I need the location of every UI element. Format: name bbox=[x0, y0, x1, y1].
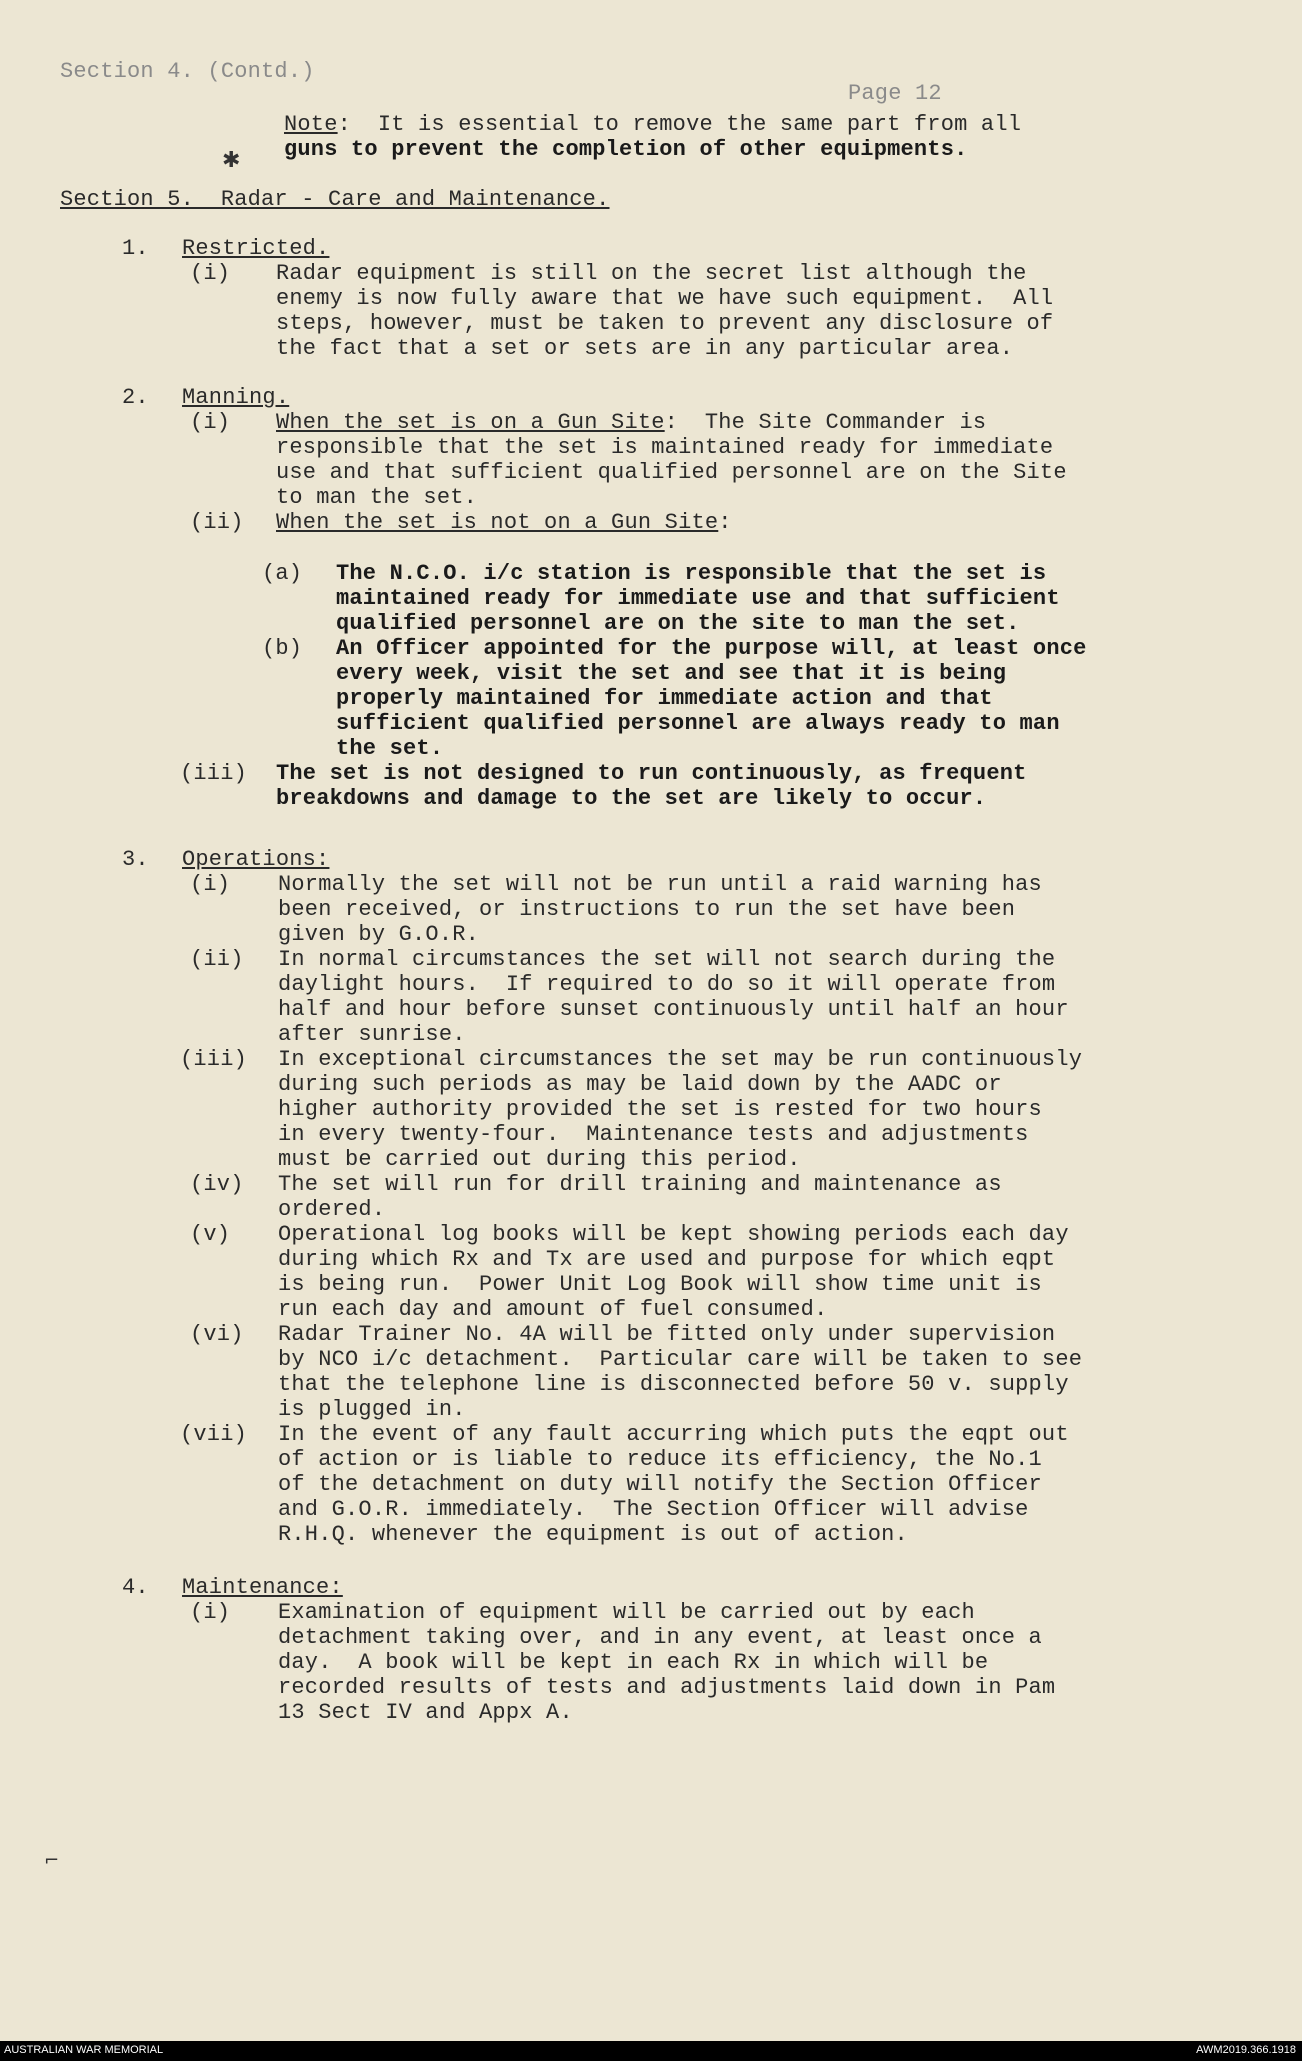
p1-heading: Restricted. bbox=[182, 236, 330, 261]
p1-label-i: (i) bbox=[190, 261, 231, 286]
operations-item-line: of the detachment on duty will notify the Section Officer bbox=[278, 1472, 1042, 1497]
operations-item-line: R.H.Q. whenever the equipment is out of action. bbox=[278, 1522, 908, 1547]
p2-i-first-line bbox=[276, 411, 986, 436]
p4-line: day. A book will be kept in each Rx in which will be bbox=[278, 1650, 989, 1675]
operations-item-line: half and hour before sunset continuously until half an hour bbox=[278, 997, 1069, 1022]
p2-i-rest: : The Site Commander is bbox=[664, 410, 987, 435]
p2-label-b: (b) bbox=[262, 636, 303, 661]
p2-label-ii: (ii) bbox=[190, 510, 244, 535]
p2-iii-line: The set is not designed to run continuously, as frequent bbox=[276, 761, 1027, 786]
note-text-1: : It is essential to remove the same part from all bbox=[337, 112, 1022, 137]
p4-label-i: (i) bbox=[190, 1600, 231, 1625]
operations-item-line: and G.O.R. immediately. The Section Officer will advise bbox=[278, 1497, 1029, 1522]
p2-number: 2. bbox=[122, 385, 149, 410]
operations-item-line: given by G.O.R. bbox=[278, 922, 480, 947]
operations-item-line: In the event of any fault accurring which puts the eqpt out bbox=[278, 1422, 1069, 1447]
operations-item-line: that the telephone line is disconnected before 50 v. supply bbox=[278, 1372, 1069, 1397]
operations-item-line: Operational log books will be kept showing periods each day bbox=[278, 1222, 1069, 1247]
operations-item-line: In exceptional circumstances the set may be run continuously bbox=[278, 1047, 1083, 1072]
p4-heading: Maintenance: bbox=[182, 1575, 343, 1600]
p1-number: 1. bbox=[122, 236, 149, 261]
footer-institution: AUSTRALIAN WAR MEMORIAL bbox=[4, 2044, 164, 2056]
p4-line: recorded results of tests and adjustments laid down in Pam bbox=[278, 1675, 1056, 1700]
p2-b-line: the set. bbox=[336, 736, 444, 761]
note-line-1 bbox=[284, 113, 1021, 138]
p4-line: Examination of equipment will be carried out by each bbox=[278, 1600, 975, 1625]
operations-item-line: is plugged in. bbox=[278, 1397, 466, 1422]
p2-label-i: (i) bbox=[190, 410, 231, 435]
section-contd-header: Section 4. (Contd.) bbox=[60, 59, 315, 84]
p2-i-line: use and that sufficient qualified personnel are on the Site bbox=[276, 460, 1067, 485]
operations-item-line: of action or is liable to reduce its efficiency, the No.1 bbox=[278, 1447, 1042, 1472]
section5-heading: Section 5. Radar - Care and Maintenance. bbox=[60, 187, 610, 212]
operations-item-line: during which Rx and Tx are used and purpose for which eqpt bbox=[278, 1247, 1056, 1272]
p1-line: Radar equipment is still on the secret list although the bbox=[276, 261, 1027, 286]
operations-item-line: daylight hours. If required to do so it will operate from bbox=[278, 972, 1056, 997]
operations-item-label: (iv) bbox=[190, 1172, 244, 1197]
p4-line: 13 Sect IV and Appx A. bbox=[278, 1700, 573, 1725]
operations-item-label: (ii) bbox=[190, 947, 244, 972]
p2-ii-line bbox=[276, 511, 732, 536]
note-label: Note bbox=[284, 112, 338, 137]
operations-item-line: is being run. Power Unit Log Book will show time unit is bbox=[278, 1272, 1042, 1297]
p2-a-line: maintained ready for immediate use and that sufficient bbox=[336, 586, 1060, 611]
p1-line: steps, however, must be taken to prevent any disclosure of bbox=[276, 311, 1054, 336]
p2-i-line: to man the set. bbox=[276, 485, 478, 510]
operations-item-line: In normal circumstances the set will not search during the bbox=[278, 947, 1056, 972]
p2-b-line: sufficient qualified personnel are always ready to man bbox=[336, 711, 1060, 736]
p2-i-line: responsible that the set is maintained ready for immediate bbox=[276, 435, 1054, 460]
operations-item-line: Normally the set will not be run until a raid warning has bbox=[278, 872, 1042, 897]
operations-item-line: must be carried out during this period. bbox=[278, 1147, 801, 1172]
operations-item-line: Radar Trainer No. 4A will be fitted only under supervision bbox=[278, 1322, 1056, 1347]
p1-line: enemy is now fully aware that we have such equipment. All bbox=[276, 286, 1054, 311]
p2-ii-rest: : bbox=[718, 510, 732, 535]
operations-item-line: during such periods as may be laid down by the AADC or bbox=[278, 1072, 1002, 1097]
operations-item-line: been received, or instructions to run the set have been bbox=[278, 897, 1016, 922]
page-number: Page 12 bbox=[848, 81, 942, 106]
p2-b-line: An Officer appointed for the purpose will, at least once bbox=[336, 636, 1087, 661]
p2-b-line: properly maintained for immediate action and that bbox=[336, 686, 993, 711]
p4-line: detachment taking over, and in any event, at least once a bbox=[278, 1625, 1042, 1650]
p2-a-line: qualified personnel are on the site to man the set. bbox=[336, 611, 1020, 636]
margin-tick-mark: ⌐ bbox=[44, 1850, 60, 1871]
p1-line: the fact that a set or sets are in any particular area. bbox=[276, 336, 1014, 361]
operations-item-line: in every twenty-four. Maintenance tests and adjustments bbox=[278, 1122, 1029, 1147]
p2-label-a: (a) bbox=[262, 561, 303, 586]
operations-item-line: run each day and amount of fuel consumed. bbox=[278, 1297, 828, 1322]
operations-item-line: The set will run for drill training and maintenance as bbox=[278, 1172, 1002, 1197]
operations-item-line: after sunrise. bbox=[278, 1022, 466, 1047]
p3-number: 3. bbox=[122, 847, 149, 872]
note-line-2: guns to prevent the completion of other equipments. bbox=[284, 137, 968, 162]
operations-item-line: ordered. bbox=[278, 1197, 386, 1222]
operations-item-line: higher authority provided the set is rested for two hours bbox=[278, 1097, 1042, 1122]
p2-i-underlined: When the set is on a Gun Site bbox=[276, 410, 665, 435]
operations-item-label: (v) bbox=[190, 1222, 231, 1247]
p4-number: 4. bbox=[122, 1575, 149, 1600]
operations-item-line: by NCO i/c detachment. Particular care will be taken to see bbox=[278, 1347, 1083, 1372]
operations-item-label: (vii) bbox=[180, 1422, 248, 1447]
operations-item-label: (vi) bbox=[190, 1322, 244, 1347]
p2-heading: Manning. bbox=[182, 385, 290, 410]
operations-item-label: (i) bbox=[190, 872, 231, 897]
footer-accession: AWM2019.366.1918 bbox=[1196, 2044, 1296, 2056]
p2-ii-underlined: When the set is not on a Gun Site bbox=[276, 510, 719, 535]
operations-item-label: (iii) bbox=[180, 1047, 248, 1072]
asterisk-mark: ✱ bbox=[222, 148, 241, 173]
p2-b-line: every week, visit the set and see that it is being bbox=[336, 661, 1007, 686]
p3-heading: Operations: bbox=[182, 847, 330, 872]
p2-a-line: The N.C.O. i/c station is responsible that the set is bbox=[336, 561, 1047, 586]
archive-footer bbox=[0, 2041, 1302, 2061]
p2-label-iii: (iii) bbox=[180, 761, 248, 786]
p2-iii-line: breakdowns and damage to the set are likely to occur. bbox=[276, 786, 987, 811]
